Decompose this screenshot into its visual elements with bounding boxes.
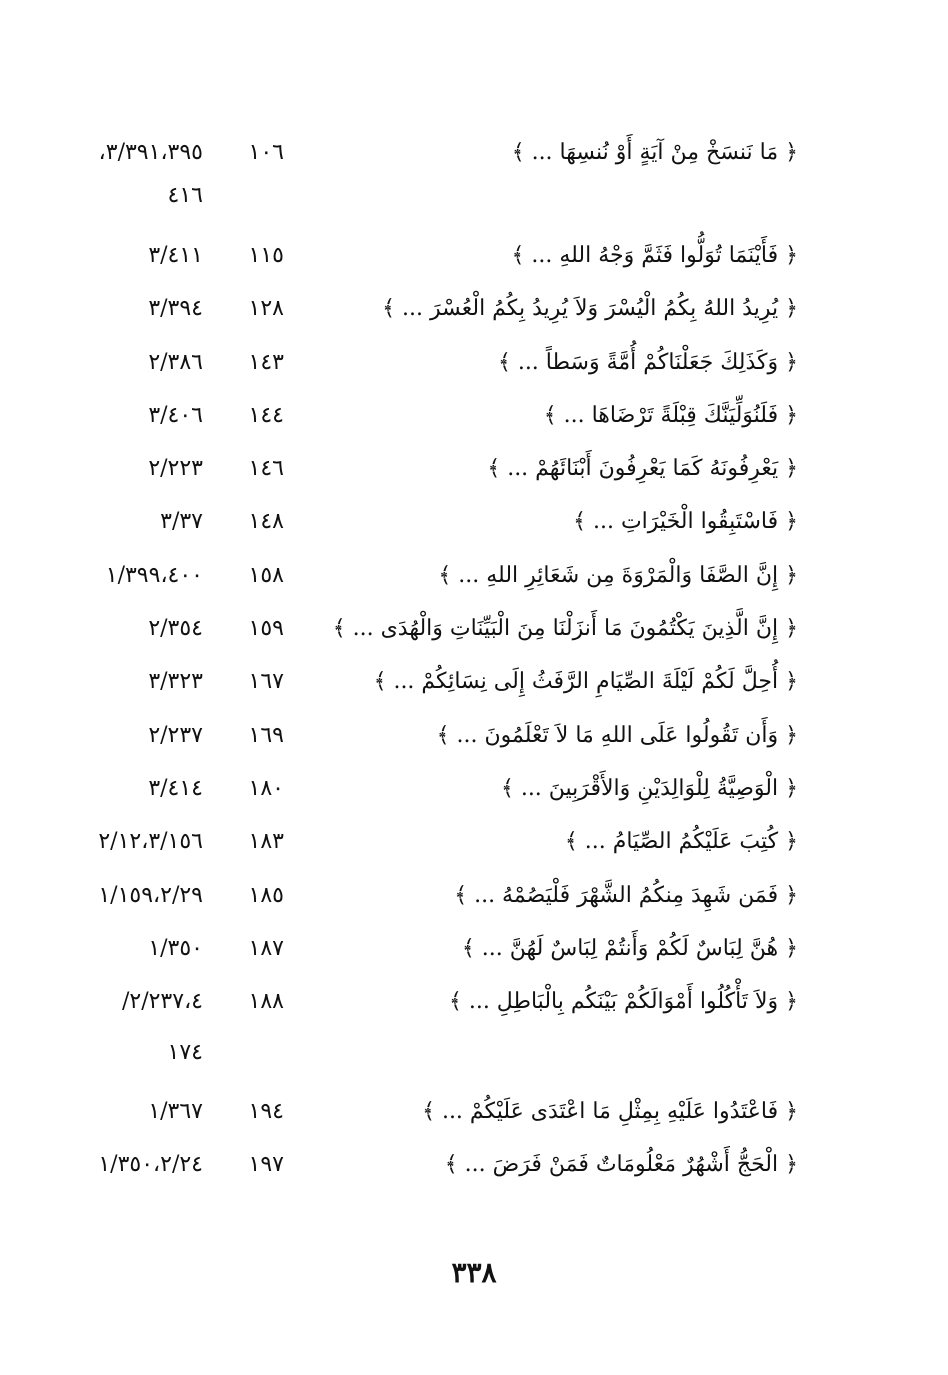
verse-text: ﴿ الْوَصِيَّةُ لِلْوَالِدَيْنِ وَالأَقْرَبِينَ ... ﴾	[500, 776, 798, 801]
verse-number: ١٨٠	[248, 776, 284, 801]
verse-number: ١٨٨	[248, 989, 284, 1014]
table-row	[0, 982, 948, 1022]
table-row	[0, 502, 948, 542]
verse-text: ﴿ فَلَنُوَلِّيَنَّكَ قِبْلَةً تَرْضَاهَا ... ﴾	[543, 403, 798, 428]
verse-number: ١٩٧	[248, 1152, 284, 1177]
table-row	[0, 449, 948, 489]
verse-text: ﴿ هُنَّ لِبَاسٌ لَكُمْ وَأَنتُمْ لِبَاسٌ لَهُنَّ ... ﴾	[461, 936, 798, 961]
verse-text: ﴿ وَأَن تَقُولُوا عَلَى اللهِ مَا لاَ تَعْلَمُونَ ... ﴾	[436, 723, 798, 748]
page-reference: ٣/٣٢٣	[148, 669, 203, 694]
verse-number: ١٤٨	[248, 509, 284, 534]
verse-number: ١٢٨	[248, 296, 284, 321]
table-row	[0, 236, 948, 276]
table-row	[0, 289, 948, 329]
page-reference: ٣/٣٩١،٣٩٥،	[98, 140, 203, 165]
verse-number: ١٥٩	[248, 616, 284, 641]
page-reference: ٢/٢٣٧،٤/	[121, 989, 203, 1014]
table-row	[0, 876, 948, 916]
verse-number: ١٦٧	[248, 669, 284, 694]
table-row	[0, 662, 948, 702]
verse-number: ١٤٦	[248, 456, 284, 481]
verse-text: ﴿ الْحَجُّ أَشْهُرٌ مَعْلُومَاتٌ فَمَنْ فَرَضَ ... ﴾	[444, 1152, 798, 1177]
page-reference: ٢/٣٥٤	[148, 616, 203, 641]
verse-number: ١٨٣	[248, 829, 284, 854]
verse-text: ﴿ يُرِيدُ اللهُ بِكُمُ الْيُسْرَ وَلاَ يُرِيدُ بِكُمُ الْعُسْرَ ... ﴾	[382, 296, 798, 321]
table-row	[0, 769, 948, 809]
verse-text: ﴿ كُتِبَ عَلَيْكُمُ الصِّيَامُ ... ﴾	[564, 829, 798, 854]
page-reference: ٣/٤١٤	[148, 776, 203, 801]
page-reference: ٢/٢٢٣	[148, 456, 203, 481]
verse-number: ١٠٦	[248, 140, 284, 165]
page-reference: ١٧٤	[167, 1040, 203, 1065]
table-row	[0, 133, 948, 173]
verse-number: ١٦٩	[248, 723, 284, 748]
table-row	[0, 609, 948, 649]
verse-text: ﴿ إِنَّ الَّذِينَ يَكْتُمُونَ مَا أَنزَلْنَا مِنَ الْبَيِّنَاتِ وَالْهُدَى ... ﴾	[332, 616, 798, 641]
page-reference: ٣/٣٩٤	[148, 296, 203, 321]
page-reference: ٤١٦	[167, 183, 203, 208]
page-reference: ١/٣٩٩،٤٠٠	[105, 563, 203, 588]
verse-number: ١١٥	[248, 243, 284, 268]
page-reference: ٢/٢٣٧	[148, 723, 203, 748]
verse-text: ﴿ فَاسْتَبِقُوا الْخَيْرَاتِ ... ﴾	[573, 509, 798, 534]
page-reference: ٢/٣٨٦	[148, 350, 203, 375]
table-row	[0, 396, 948, 436]
table-row	[0, 716, 948, 756]
verse-text: ﴿ وَلاَ تَأْكُلُوا أَمْوَالَكُمْ بَيْنَكُم بِالْبَاطِلِ ... ﴾	[448, 989, 798, 1014]
verse-number: ١٩٤	[248, 1099, 284, 1124]
page-reference: ١/٣٥٠	[148, 936, 203, 961]
table-row	[0, 556, 948, 596]
verse-text: ﴿ أُحِلَّ لَكُمْ لَيْلَةَ الصِّيَامِ الرَّفَثُ إِلَى نِسَائِكُمْ ... ﴾	[373, 669, 798, 694]
page-reference: ٣/٤١١	[148, 243, 203, 268]
table-row	[0, 1092, 948, 1132]
verse-text: ﴿ يَعْرِفُونَهُ كَمَا يَعْرِفُونَ أَبْنَائَهُمْ ... ﴾	[487, 456, 798, 481]
verse-number: ١٤٤	[248, 403, 284, 428]
page-reference: ٣/٣٧	[160, 509, 203, 534]
page-reference: ١/٣٦٧	[148, 1099, 203, 1124]
table-row	[0, 176, 948, 216]
verse-text: ﴿ فَمَن شَهِدَ مِنكُمُ الشَّهْرَ فَلْيَصُمْهُ ... ﴾	[454, 883, 798, 908]
table-row	[0, 1145, 948, 1185]
page-reference: ٢/١٢،٣/١٥٦	[98, 829, 203, 854]
verse-text: ﴿ إِنَّ الصَّفَا وَالْمَرْوَةَ مِن شَعَائِرِ اللهِ ... ﴾	[438, 563, 798, 588]
verse-number: ١٨٥	[248, 883, 284, 908]
table-row	[0, 1033, 948, 1073]
page-reference: ٣/٤٠٦	[148, 403, 203, 428]
verse-number: ١٤٣	[248, 350, 284, 375]
verse-text: ﴿ وَكَذَلِكَ جَعَلْنَاكُمْ أُمَّةً وَسَطاً ... ﴾	[497, 350, 798, 375]
page-number: ٣٣٨	[451, 1256, 497, 1289]
verse-number: ١٥٨	[248, 563, 284, 588]
verse-text: ﴿ فَأَيْنَمَا تُوَلُّوا فَثَمَّ وَجْهُ اللهِ ... ﴾	[511, 243, 798, 268]
table-row	[0, 929, 948, 969]
verse-number: ١٨٧	[248, 936, 284, 961]
table-row	[0, 822, 948, 862]
page-reference: ١/٣٥٠،٢/٢٤	[98, 1152, 203, 1177]
verse-text: ﴿ مَا نَنسَخْ مِنْ آيَةٍ أَوْ نُنسِهَا ... ﴾	[511, 140, 798, 165]
page-reference: ١/١٥٩،٢/٢٩	[98, 883, 203, 908]
verse-text: ﴿ فَاعْتَدُوا عَلَيْهِ بِمِثْلِ مَا اعْتَدَى عَلَيْكُمْ ... ﴾	[422, 1099, 798, 1124]
table-row	[0, 343, 948, 383]
